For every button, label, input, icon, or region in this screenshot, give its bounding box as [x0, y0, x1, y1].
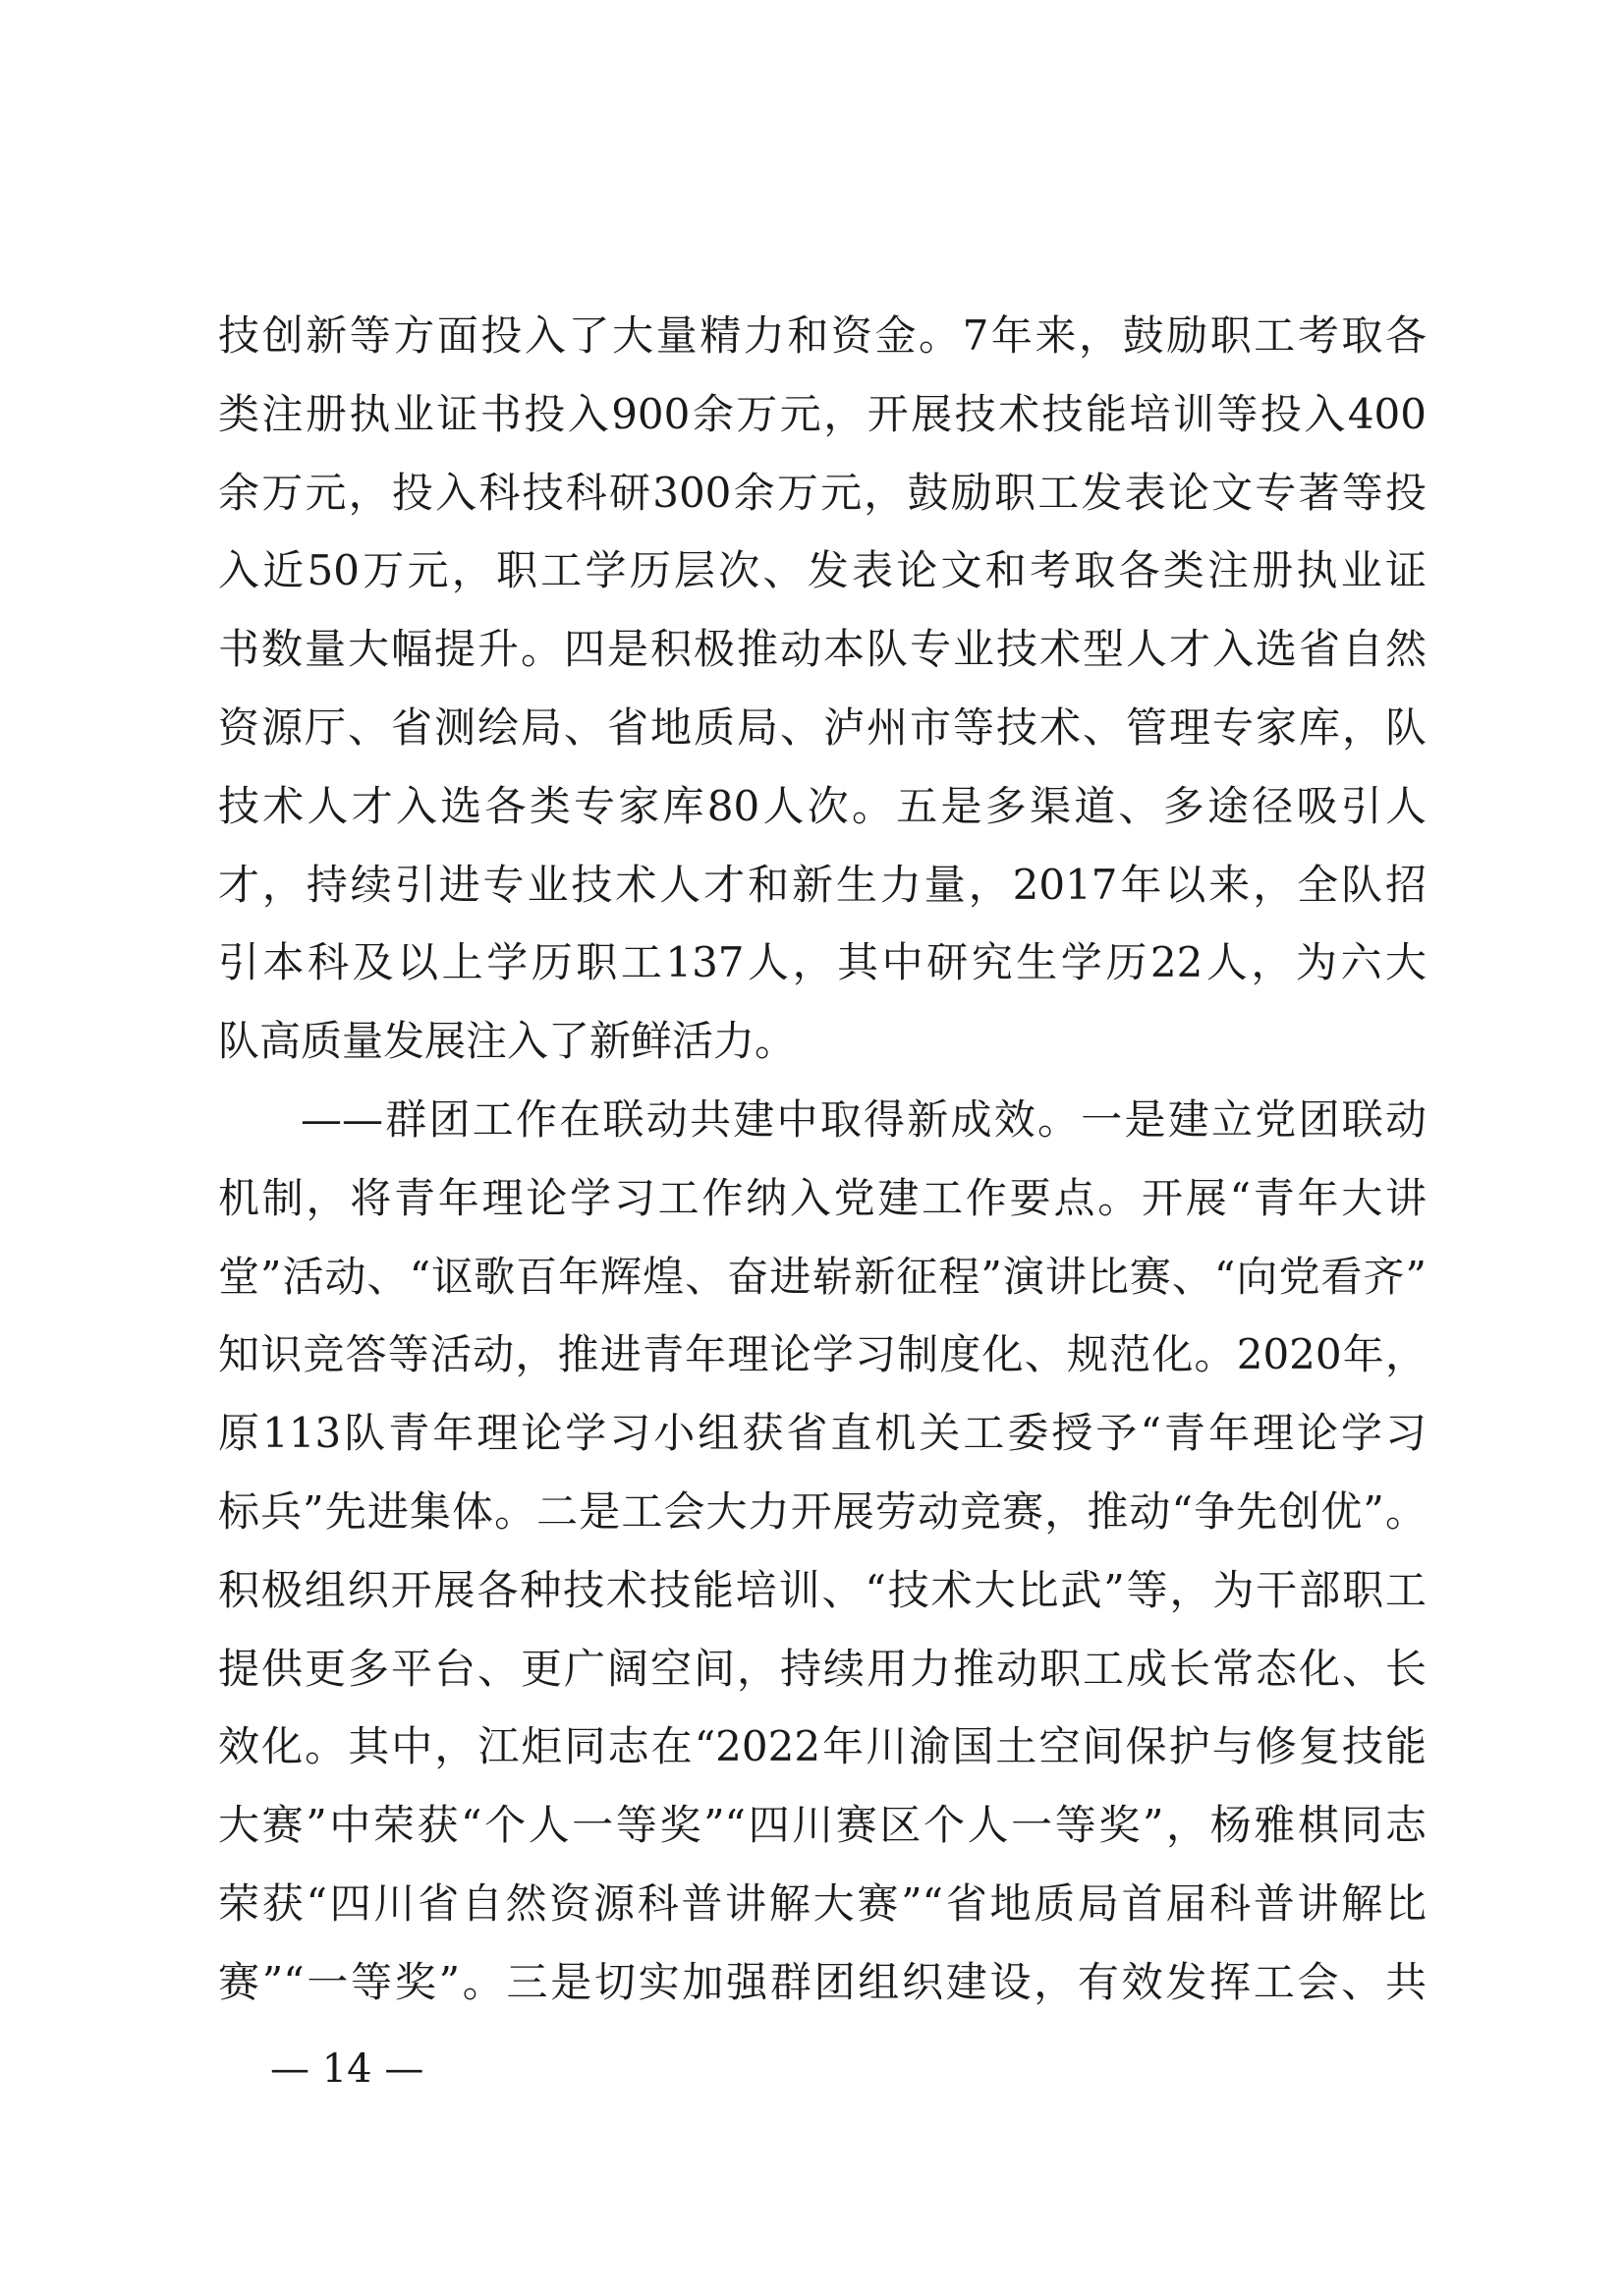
text-line: 知识竞答等活动，推进青年理论学习制度化、规范化。2020年， [218, 1330, 1427, 1379]
text-line: 原113队青年理论学习小组获省直机关工委授予“青年理论学习 [218, 1409, 1427, 1458]
text-line: 余万元，投入科技科研300余万元，鼓励职工发表论文专著等投 [218, 468, 1427, 517]
text-line: 大赛”中荣获“个人一等奖”“四川赛区个人一等奖”，杨雅棋同志 [218, 1801, 1427, 1850]
paragraph-end-line: 队高质量发展注入了新鲜活力。 [218, 1017, 797, 1066]
text-line: 赛”“一等奖”。三是切实加强群团组织建设，有效发挥工会、共 [218, 1957, 1427, 2006]
text-line: 技术人才入选各类专家库80人次。五是多渠道、多途径吸引人 [218, 781, 1427, 830]
text-line: 技创新等方面投入了大量精力和资金。7年来，鼓励职工考取各 [218, 311, 1427, 360]
text-line: 类注册执业证书投入900余万元，开展技术技能培训等投入400 [218, 389, 1427, 438]
text-line: 荣获“四川省自然资源科普讲解大赛”“省地质局首届科普讲解比 [218, 1878, 1427, 1928]
body-text [218, 297, 1427, 2022]
text-line: 才，持续引进专业技术人才和新生力量，2017年以来，全队招 [218, 860, 1427, 909]
text-line: 提供更多平台、更广阔空间，持续用力推动职工成长常态化、长 [218, 1644, 1427, 1693]
text-line: 堂”活动、“讴歌百年辉煌、奋进崭新征程”演讲比赛、“向党看齐” [218, 1252, 1427, 1301]
text-line: 引本科及以上学历职工137人，其中研究生学历22人，为六大 [218, 938, 1427, 987]
text-line: 积极组织开展各种技术技能培训、“技术大比武”等，为干部职工 [218, 1565, 1427, 1614]
page-number: — 14 — [270, 2046, 424, 2092]
text-line: 标兵”先进集体。二是工会大力开展劳动竞赛，推动“争先创优”。 [218, 1486, 1427, 1536]
text-line: 入近50万元，职工学历层次、发表论文和考取各类注册执业证 [218, 546, 1427, 595]
text-line: 效化。其中，江炬同志在“2022年川渝国土空间保护与修复技能 [218, 1722, 1427, 1771]
section-heading-line: ——群团工作在联动共建中取得新成效。一是建立党团联动 [301, 1094, 1427, 1144]
text-line: 机制，将青年理论学习工作纳入党建工作要点。开展“青年大讲 [218, 1173, 1427, 1222]
text-line: 书数量大幅提升。四是积极推动本队专业技术型人才入选省自然 [218, 625, 1427, 674]
text-line: 资源厅、省测绘局、省地质局、泸州市等技术、管理专家库，队 [218, 702, 1427, 752]
